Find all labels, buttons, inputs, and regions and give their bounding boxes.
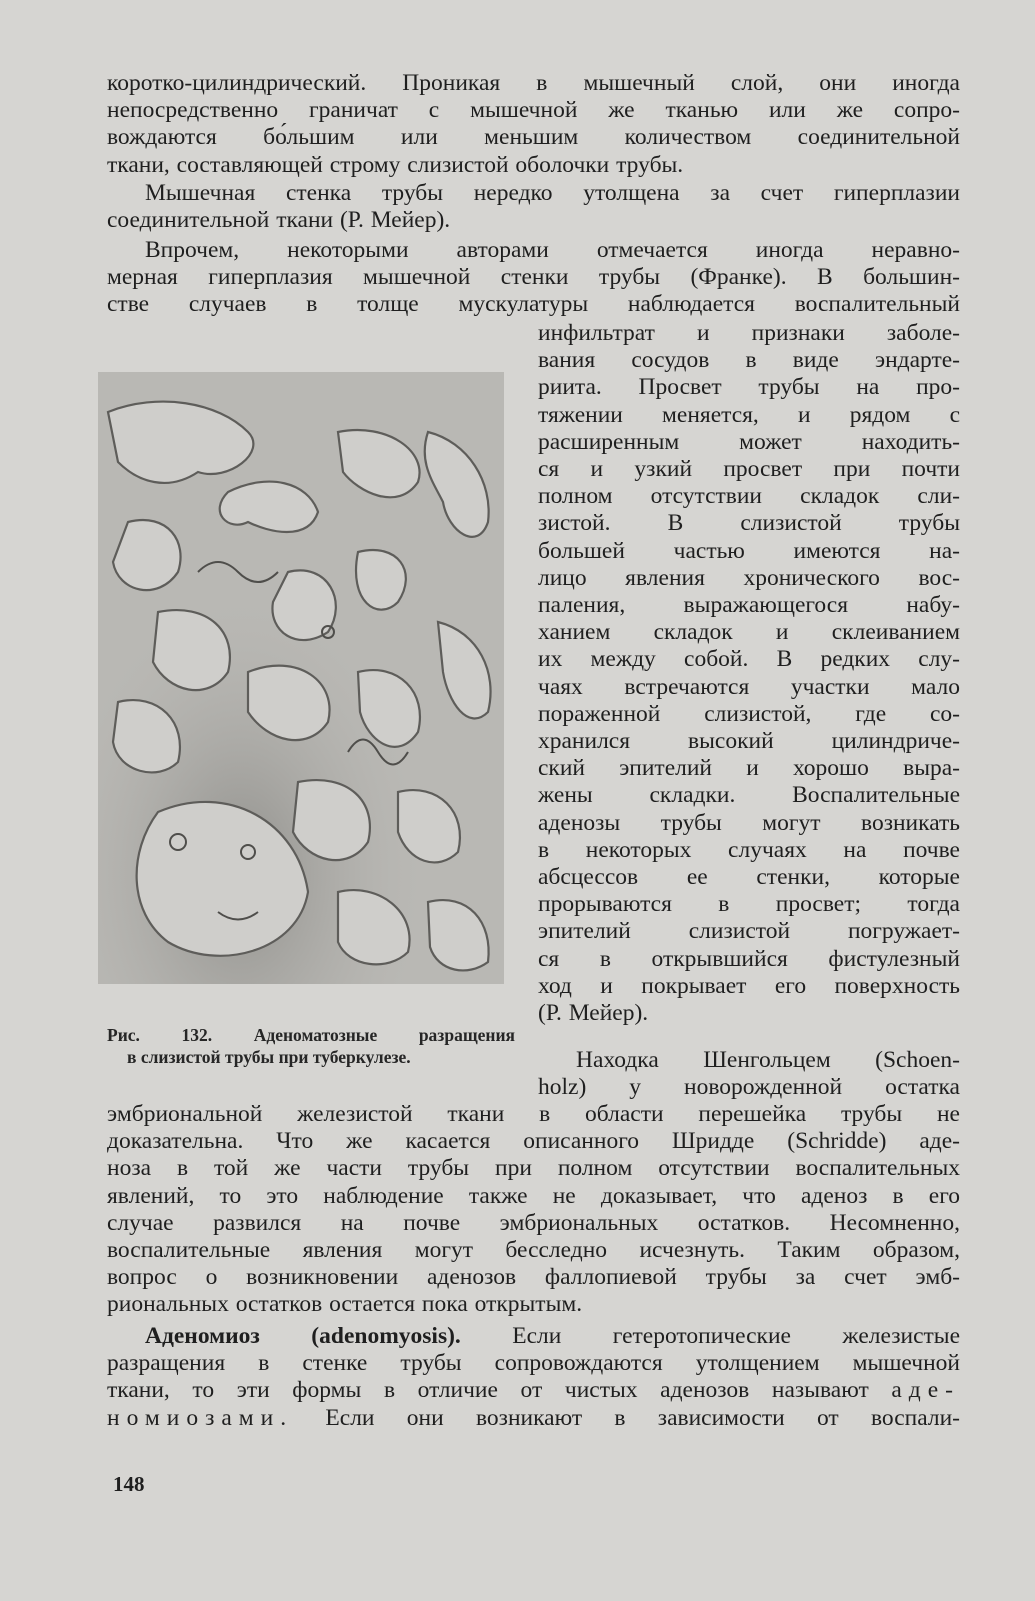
text-line [107, 1405, 960, 1432]
text-run: Если они возникают в зависимости от воспали- [293, 1404, 960, 1431]
text-line: вопрос о возникновении аденозов фаллопиевой трубы за счет эмб- [107, 1264, 960, 1291]
text-line: вождаются бо́льшим или меньшим количеством соединительной [107, 124, 960, 151]
text-line: ткани, составляющей строму слизистой оболочки трубы. [107, 151, 684, 178]
text-line: стве случаев в толще мускулатуры наблюдается воспалительный [107, 291, 960, 318]
caption-line: в слизистой трубы при туберкулезе. [127, 1047, 411, 1067]
text-line: соединительной ткани (Р. Мейер). [107, 207, 451, 234]
text-line: воспалительные явления могут бесследно исчезнуть. Таким образом, [107, 1237, 960, 1264]
text-line: аденозы трубы могут возникать [538, 809, 960, 836]
text-line: пораженной слизистой, где со- [538, 700, 960, 727]
text-line: ноза в той же части трубы при полном отсутствии воспалительных [107, 1155, 960, 1182]
text-line: хранился высокий цилиндриче- [538, 728, 960, 755]
text-line: в некоторых случаях на почве [538, 836, 960, 863]
text-line: ход и покрывает его поверхность [538, 972, 960, 999]
text-line: полном отсутствии складок сли- [538, 483, 960, 510]
adenomatous-growth-micrograph [98, 372, 504, 984]
text-line: чаях встречаются участки мало [538, 673, 960, 700]
paragraph-muscle-wall [107, 180, 960, 234]
text-line: зистой. В слизистой трубы [538, 510, 960, 537]
text-line: (Р. Мейер). [538, 1000, 649, 1027]
text-line: лицо явления хронического вос- [538, 564, 960, 591]
spaced-term: номиозами. [107, 1404, 294, 1431]
text-line: Находка Шенгольцем (Schoen- [576, 1047, 960, 1073]
text-line: риональных остатков остается пока открытым. [107, 1291, 583, 1318]
text-line: непосредственно граничат с мышечной же тканью или же сопро- [107, 97, 960, 124]
text-line: ся и узкий просвет при почти [538, 456, 960, 483]
text-line: явлений, то это наблюдение также не доказывает, что аденоз в его [107, 1182, 960, 1209]
text-line: мерная гиперплазия мышечной стенки трубы (Франке). В большин- [107, 264, 960, 291]
text-line: эмбриональной железистой ткани в области перешейка трубы не [107, 1101, 960, 1127]
text-run: ткани, то эти формы в отличие от чистых аденозов называют [107, 1377, 892, 1404]
text-line: жены складки. Воспалительные [538, 782, 960, 809]
text-line: ханием складок и склеиванием [538, 619, 960, 646]
text-line: holz) у новорожденной остатка [538, 1074, 960, 1101]
spaced-term: аде- [891, 1377, 960, 1404]
text-line: разращения в стенке трубы сопровождаются утолщением мышечной [107, 1350, 960, 1377]
text-line: риита. Просвет трубы на про- [538, 374, 960, 401]
paragraph-hyperplasia [107, 237, 960, 319]
figure-caption [107, 1024, 515, 1068]
text-line: доказательна. Что же касается описанного Шридде (Schridde) аде- [107, 1128, 960, 1155]
text-line: расширенным может находить- [538, 428, 960, 455]
text-line: ский эпителий и хорошо выра- [538, 755, 960, 782]
section-heading: Аденомиоз (adenomyosis). [145, 1323, 461, 1349]
paragraph-muscle-layer [107, 70, 960, 179]
text-line: инфильтрат и признаки заболе- [538, 320, 960, 346]
right-column-text [538, 320, 960, 1027]
text-run: Если гетеротопические железистые [460, 1323, 960, 1349]
text-line: их между собой. В редких слу- [538, 646, 960, 673]
text-line: ся в открывшийся фистулезный [538, 945, 960, 972]
text-line: прорываются в просвет; тогда [538, 891, 960, 918]
text-line: случае развился на почве эмбриональных остатков. Несомненно, [107, 1209, 960, 1236]
text-line: большей частью имеются на- [538, 537, 960, 564]
text-line [107, 1323, 960, 1350]
paragraph-schoenholz [538, 1047, 960, 1101]
paragraph-embryonal [107, 1101, 960, 1319]
caption-line: Рис. 132. Аденоматозные разращения [107, 1025, 515, 1045]
micrograph-figure [98, 372, 504, 984]
text-line: Мышечная стенка трубы нередко утолщена за счет гиперплазии [145, 180, 960, 206]
text-line [107, 1377, 960, 1404]
text-line: вания сосудов в виде эндарте- [538, 347, 960, 374]
text-line: эпителий слизистой погружает- [538, 918, 960, 945]
text-line: Впрочем, некоторыми авторами отмечается иногда неравно- [145, 237, 960, 263]
text-line: тяжении меняется, и рядом с [538, 401, 960, 428]
text-line: паления, выражающегося набу- [538, 592, 960, 619]
paragraph-adenomyosis [107, 1323, 960, 1432]
text-line: коротко-цилиндрический. Проникая в мышечный слой, они иногда [107, 70, 960, 96]
page-number: 148 [113, 1472, 145, 1496]
text-line: абсцессов ее стенки, которые [538, 864, 960, 891]
